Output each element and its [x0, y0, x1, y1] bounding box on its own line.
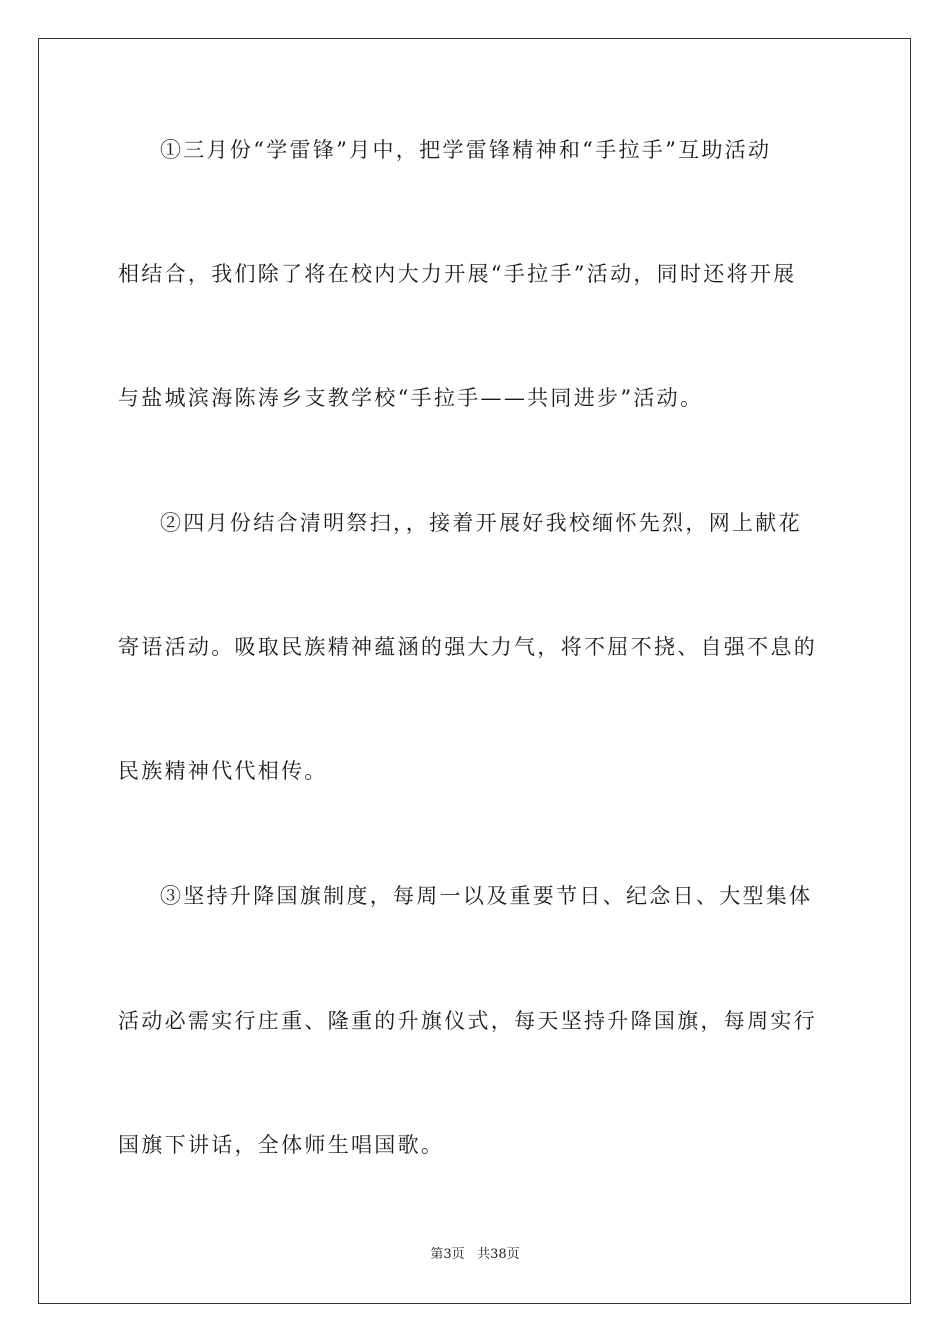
paragraph-1-line-2: 相结合，我们除了将在校内大力开展“手拉手”活动，同时还将开展: [118, 262, 797, 286]
paragraph-3-line-2: 活动必需实行庄重、隆重的升旗仪式，每天坚持升降国旗，每周实行: [118, 1009, 817, 1033]
paragraph-1-line-3: 与盐城滨海陈涛乡支教学校“手拉手——共同进步”活动。: [118, 386, 704, 410]
page-number: 第3页: [430, 1247, 465, 1262]
paragraph-3-line-1: ③坚持升降国旗制度，每周一以及重要节日、纪念日、大型集体: [160, 884, 813, 908]
page-total: 共38页: [477, 1247, 520, 1262]
paragraph-2-line-1: ②四月份结合清明祭扫，，接着开展好我校缅怀先烈，网上献花: [160, 511, 802, 535]
paragraph-1-line-1: ①三月份“学雷锋”月中，把学雷锋精神和“手拉手”互助活动: [160, 138, 772, 162]
page-border: [38, 38, 911, 1304]
page-footer: [0, 1246, 950, 1264]
paragraph-3-line-3: 国旗下讲话，全体师生唱国歌。: [118, 1133, 445, 1157]
paragraph-2-line-2: 寄语活动。吸取民族精神蕴涵的强大力气，将不屈不挠、自强不息的: [118, 635, 817, 659]
paragraph-2-line-3: 民族精神代代相传。: [118, 759, 328, 783]
